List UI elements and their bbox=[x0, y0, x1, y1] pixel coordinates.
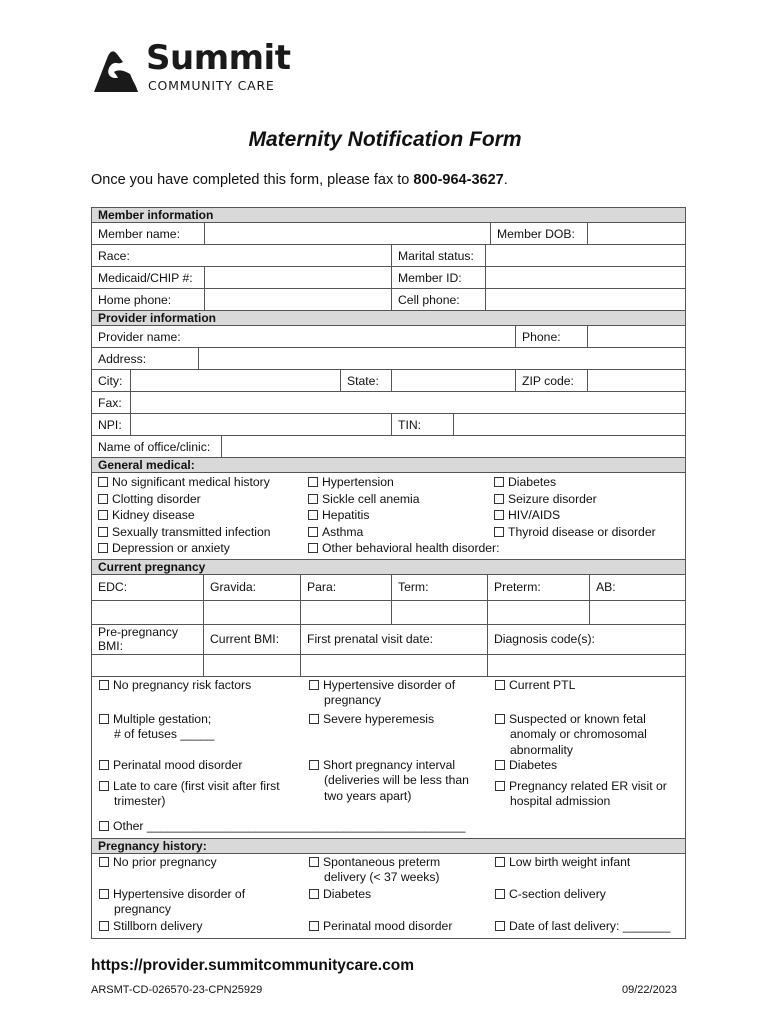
medicaid-label: Medicaid/CHIP #: bbox=[98, 270, 193, 285]
para-label: Para: bbox=[307, 580, 337, 595]
maternity-form bbox=[91, 207, 686, 939]
checkbox-current-ptl[interactable]: Current PTL bbox=[495, 678, 575, 694]
home-phone-label: Home phone: bbox=[98, 292, 172, 307]
provider-section-header: Provider information bbox=[92, 311, 685, 326]
checkbox-icon bbox=[98, 477, 108, 487]
checkbox-fetal-anomaly[interactable]: Suspected or known fetal anomaly or chromosomal abnormality bbox=[495, 712, 647, 759]
pre-pregnancy-bmi-field[interactable] bbox=[92, 655, 204, 676]
zip-field[interactable] bbox=[588, 370, 685, 391]
diagnosis-field[interactable] bbox=[488, 655, 685, 676]
member-section-header: Member information bbox=[92, 208, 685, 223]
checkbox-icon bbox=[309, 889, 319, 899]
checkbox-pregnancy-diabetes[interactable]: Diabetes bbox=[495, 758, 557, 774]
checkbox-icon bbox=[494, 510, 504, 520]
checkbox-icon bbox=[309, 680, 319, 690]
summit-logo bbox=[90, 38, 300, 100]
fax-number: 800-964-3627 bbox=[413, 172, 504, 188]
first-visit-field[interactable] bbox=[301, 655, 488, 676]
pregnancy-values-row-1 bbox=[92, 601, 685, 625]
member-row-1 bbox=[92, 223, 685, 245]
fax-field[interactable] bbox=[131, 392, 685, 413]
edc-field[interactable] bbox=[92, 601, 204, 624]
provider-row-3 bbox=[92, 370, 685, 392]
checkbox-icon bbox=[98, 543, 108, 553]
checkbox-icon bbox=[494, 477, 504, 487]
office-field[interactable] bbox=[222, 436, 685, 457]
ab-field[interactable] bbox=[590, 601, 685, 624]
pre-pregnancy-bmi-label: BMI: bbox=[98, 639, 124, 654]
member-row-3 bbox=[92, 267, 685, 289]
general-medical-checklist bbox=[92, 473, 685, 560]
fax-label: Fax: bbox=[98, 395, 122, 410]
medicaid-field[interactable] bbox=[205, 267, 392, 288]
checkbox-diabetes[interactable]: Diabetes bbox=[494, 474, 685, 491]
checkbox-short-interval[interactable]: Short pregnancy interval (deliveries will be less than two years apart) bbox=[309, 758, 469, 805]
member-id-field[interactable] bbox=[486, 267, 685, 288]
npi-field[interactable] bbox=[131, 414, 392, 435]
cell-phone-field[interactable] bbox=[486, 289, 685, 310]
fax-instruction bbox=[91, 172, 508, 188]
checkbox-icon bbox=[308, 527, 318, 537]
checkbox-icon bbox=[495, 857, 505, 867]
checkbox-multiple-gestation[interactable]: Multiple gestation; # of fetuses _____ bbox=[99, 712, 214, 743]
checkbox-icon bbox=[308, 477, 318, 487]
member-id-label: Member ID: bbox=[398, 270, 462, 285]
checkbox-icon bbox=[99, 714, 109, 724]
checkbox-asthma[interactable]: Asthma bbox=[308, 524, 494, 541]
checkbox-depression-anxiety[interactable]: Depression or anxiety bbox=[98, 540, 308, 557]
checkbox-history-diabetes[interactable]: Diabetes bbox=[309, 887, 371, 903]
checkbox-icon bbox=[99, 921, 109, 931]
member-dob-label: Member DOB: bbox=[497, 226, 575, 241]
checkbox-icon bbox=[309, 921, 319, 931]
form-code: ARSMT-CD-026570-23-CPN25929 bbox=[91, 984, 263, 996]
mountain-logo-icon bbox=[90, 46, 142, 96]
diagnosis-label: Diagnosis code(s): bbox=[494, 632, 595, 647]
provider-row-4 bbox=[92, 392, 685, 414]
checkbox-no-risk-factors[interactable]: No pregnancy risk factors bbox=[99, 678, 251, 694]
checkbox-hypertensive-pregnancy[interactable]: Hypertensive disorder of pregnancy bbox=[309, 678, 455, 709]
current-pregnancy-section-header: Current pregnancy bbox=[92, 560, 685, 575]
logo-subtitle: COMMUNITY CARE bbox=[148, 78, 275, 93]
checkbox-history-hypertensive[interactable]: Hypertensive disorder of pregnancy bbox=[99, 887, 245, 918]
checkbox-icon bbox=[494, 494, 504, 504]
tin-label: TIN: bbox=[398, 417, 422, 432]
member-dob-field[interactable] bbox=[588, 223, 685, 244]
checkbox-no-significant-history[interactable]: No significant medical history bbox=[98, 474, 308, 491]
checkbox-icon bbox=[99, 857, 109, 867]
checkbox-hypertension[interactable]: Hypertension bbox=[308, 474, 494, 491]
checkbox-perinatal-mood[interactable]: Perinatal mood disorder bbox=[99, 758, 242, 774]
checkbox-icon bbox=[308, 510, 318, 520]
general-col-1 bbox=[92, 474, 308, 557]
pregnancy-risk-checklist bbox=[92, 677, 685, 839]
preterm-label: Preterm: bbox=[494, 580, 541, 595]
checkbox-low-birth-weight[interactable]: Low birth weight infant bbox=[495, 855, 630, 871]
checkbox-kidney-disease[interactable]: Kidney disease bbox=[98, 507, 308, 524]
checkbox-icon bbox=[495, 680, 505, 690]
checkbox-icon bbox=[99, 781, 109, 791]
member-name-field[interactable] bbox=[205, 223, 491, 244]
zip-label: ZIP code: bbox=[522, 373, 574, 388]
checkbox-icon bbox=[309, 857, 319, 867]
checkbox-icon bbox=[308, 494, 318, 504]
checkbox-icon bbox=[495, 714, 505, 724]
fax-instruction-end: . bbox=[503, 172, 508, 188]
office-label: Name of office/clinic: bbox=[98, 439, 211, 454]
checkbox-seizure-disorder[interactable]: Seizure disorder bbox=[494, 491, 685, 508]
checkbox-clotting-disorder[interactable]: Clotting disorder bbox=[98, 491, 308, 508]
checkbox-icon bbox=[495, 781, 505, 791]
city-field[interactable] bbox=[131, 370, 341, 391]
provider-phone-label: Phone: bbox=[522, 329, 561, 344]
pregnancy-labels-row-1 bbox=[92, 575, 685, 601]
provider-row-5 bbox=[92, 414, 685, 436]
logo-wordmark: Summit bbox=[146, 38, 291, 78]
ab-label: AB: bbox=[596, 580, 616, 595]
page-title: Maternity Notification Form bbox=[248, 128, 522, 151]
provider-row-2 bbox=[92, 348, 685, 370]
checkbox-icon bbox=[99, 821, 109, 831]
checkbox-icon bbox=[99, 680, 109, 690]
checkbox-icon bbox=[495, 760, 505, 770]
checkbox-hepatitis[interactable]: Hepatitis bbox=[308, 507, 494, 524]
address-field[interactable] bbox=[199, 348, 685, 369]
current-bmi-label: Current BMI: bbox=[210, 632, 280, 647]
pregnancy-history-section-header: Pregnancy history: bbox=[92, 839, 685, 854]
member-row-4 bbox=[92, 289, 685, 311]
checkbox-icon bbox=[494, 527, 504, 537]
fax-instruction-text: Once you have completed this form, please fax to bbox=[91, 172, 414, 188]
checkbox-history-mood[interactable]: Perinatal mood disorder bbox=[309, 919, 452, 935]
pregnancy-labels-row-2 bbox=[92, 625, 685, 655]
marital-status-field[interactable] bbox=[486, 245, 685, 266]
general-col-2 bbox=[308, 474, 500, 557]
city-label: City: bbox=[98, 373, 123, 388]
pregnancy-history-checklist bbox=[92, 854, 685, 938]
first-visit-label: First prenatal visit date: bbox=[307, 632, 433, 647]
checkbox-other-behavioral[interactable]: Other behavioral health disorder: bbox=[308, 540, 494, 557]
pregnancy-values-row-2 bbox=[92, 655, 685, 677]
member-name-label: Member name: bbox=[98, 226, 180, 241]
tin-field[interactable] bbox=[454, 414, 685, 435]
provider-row-1 bbox=[92, 326, 685, 348]
term-label: Term: bbox=[398, 580, 429, 595]
current-bmi-field[interactable] bbox=[204, 655, 301, 676]
checkbox-icon bbox=[98, 527, 108, 537]
provider-url[interactable]: https://provider.summitcommunitycare.com bbox=[91, 957, 414, 974]
marital-status-label: Marital status: bbox=[398, 248, 474, 263]
checkbox-hiv-aids[interactable]: HIV/AIDS bbox=[494, 507, 685, 524]
checkbox-icon bbox=[98, 510, 108, 520]
checkbox-thyroid[interactable]: Thyroid disease or disorder bbox=[494, 524, 685, 541]
checkbox-icon bbox=[495, 889, 505, 899]
edc-label: EDC: bbox=[98, 580, 128, 595]
para-field[interactable] bbox=[301, 601, 392, 624]
checkbox-icon bbox=[495, 921, 505, 931]
provider-phone-field[interactable] bbox=[588, 326, 685, 347]
member-row-2 bbox=[92, 245, 685, 267]
checkbox-icon bbox=[309, 760, 319, 770]
npi-label: NPI: bbox=[98, 417, 122, 432]
checkbox-icon bbox=[99, 889, 109, 899]
checkbox-severe-hyperemesis[interactable]: Severe hyperemesis bbox=[309, 712, 434, 728]
checkbox-icon bbox=[308, 543, 318, 553]
race-label: Race: bbox=[98, 248, 130, 263]
address-label: Address: bbox=[98, 351, 147, 366]
checkbox-sickle-cell[interactable]: Sickle cell anemia bbox=[308, 491, 494, 508]
state-field[interactable] bbox=[392, 370, 516, 391]
checkbox-no-prior-pregnancy[interactable]: No prior pregnancy bbox=[99, 855, 217, 871]
checkbox-er-visit[interactable]: Pregnancy related ER visit or hospital admission bbox=[495, 779, 667, 810]
checkbox-icon bbox=[99, 760, 109, 770]
term-field[interactable] bbox=[392, 601, 488, 624]
checkbox-other-risk[interactable]: Other _______________________________________________ bbox=[99, 819, 465, 835]
checkbox-icon bbox=[309, 714, 319, 724]
home-phone-field[interactable] bbox=[205, 289, 392, 310]
checkbox-sti[interactable]: Sexually transmitted infection bbox=[98, 524, 308, 541]
checkbox-last-delivery[interactable]: Date of last delivery: _______ bbox=[495, 919, 670, 935]
checkbox-spontaneous-preterm[interactable]: Spontaneous preterm delivery (< 37 weeks) bbox=[309, 855, 440, 886]
checkbox-stillborn[interactable]: Stillborn delivery bbox=[99, 919, 202, 935]
state-label: State: bbox=[347, 373, 379, 388]
general-col-3 bbox=[494, 474, 685, 557]
form-date: 09/22/2023 bbox=[622, 984, 678, 996]
checkbox-c-section[interactable]: C-section delivery bbox=[495, 887, 606, 903]
pre-pregnancy-label: Pre-pregnancy bbox=[98, 625, 178, 640]
gravida-field[interactable] bbox=[204, 601, 301, 624]
checkbox-icon bbox=[98, 494, 108, 504]
provider-name-label: Provider name: bbox=[98, 329, 181, 344]
provider-row-6 bbox=[92, 436, 685, 458]
checkbox-late-to-care[interactable]: Late to care (first visit after first trimester) bbox=[99, 779, 280, 810]
gravida-label: Gravida: bbox=[210, 580, 257, 595]
general-medical-section-header: General medical: bbox=[92, 458, 685, 473]
preterm-field[interactable] bbox=[488, 601, 590, 624]
cell-phone-label: Cell phone: bbox=[398, 292, 460, 307]
